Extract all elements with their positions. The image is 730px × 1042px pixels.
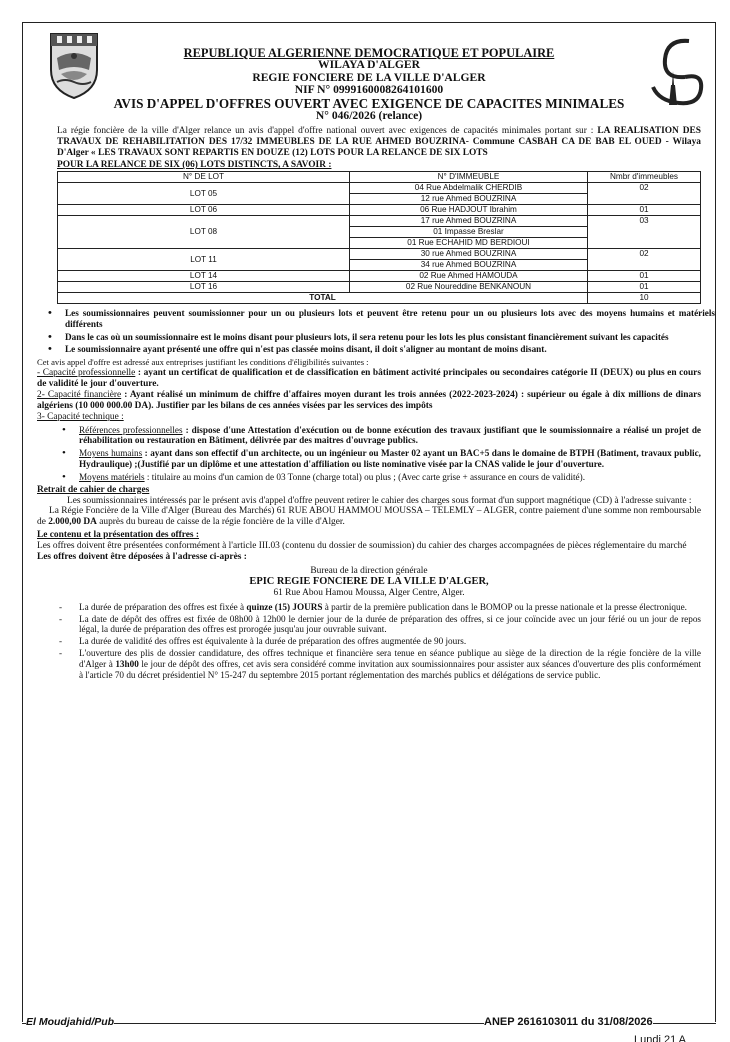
total-value: 10 xyxy=(588,293,701,304)
table-header-row xyxy=(58,172,701,183)
list-item: • Le soumissionnaire ayant présenté une offre qui n'est pas classée moins disant, il doit s'aligner au montant de moins disant. xyxy=(65,344,715,355)
capacity-professional-title: - Capacité professionnelle xyxy=(37,368,136,379)
deposit-address xyxy=(23,566,715,599)
table-row xyxy=(58,282,701,293)
regie-fonciere-logo-icon xyxy=(645,33,709,111)
list-item xyxy=(79,602,701,613)
capacity-financial-text: : Ayant réalisé un minimum de chiffre d'affaires moyen durant les trois années (2022-2023-2024) : supérieur ou égale à dix millions de dinars algériens (10 000 000.00 DA). Justifier par les bilans de ces années visées par les services des impôts xyxy=(37,389,701,411)
count-cell: 03 xyxy=(588,216,701,249)
item-text-end: à partir de la première publication dans le BOMOP ou la presse nationale et la presse électronique. xyxy=(322,601,687,612)
capacity-technical-title: 3- Capacité technique : xyxy=(37,411,124,422)
header-nif: NIF N° 0999160008264101600 xyxy=(294,83,444,97)
lot-cell: LOT 11 xyxy=(58,249,350,271)
notice-page xyxy=(22,22,716,1022)
building-cell: 01 Rue ECHAHID MD BERDIOUI xyxy=(350,238,588,249)
list-item xyxy=(79,448,701,470)
intro-project: LA REALISATION DES TRAVAUX DE REHABILITATION DES 17/32 IMMEUBLES DE LA RUE AHMED BOUZRINA- Commune CASBAH CA DE BAB EL OUED - Wilaya D'Alger « LES TRAVAUX SONT REPARTIS EN DOUZE (12) LOTS POUR LA RELANCE DE SIX LOTS xyxy=(57,126,701,159)
intro-lead: La régie foncière de la ville d'Alger relance un avis d'appel d'offre national ouvert avec exigences de capacités minimales portant sur : xyxy=(57,126,598,137)
lot-cell: LOT 06 xyxy=(58,205,350,216)
count-cell: 02 xyxy=(588,249,701,271)
deadlines-list xyxy=(53,602,701,681)
count-cell: 01 xyxy=(588,205,701,216)
building-cell: 17 rue Ahmed BOUZRINA xyxy=(350,216,588,227)
retrait-cashier: auprès du bureau de caisse de la régie foncière de la ville d'Alger. xyxy=(96,517,345,528)
capacity-professional-text: : ayant un certificat de qualification et de classification en bâtiment activité principales ou secondaires catégorie II (DEUX) ou plus en cours de validité le jour d'ouverture. xyxy=(37,368,701,390)
building-cell: 12 rue Ahmed BOUZRINA xyxy=(350,194,588,205)
footer xyxy=(22,1016,716,1030)
page-date-fragment: Lundi 21 A xyxy=(634,1034,686,1042)
lot-cell: LOT 14 xyxy=(58,271,350,282)
tech-text: : ayant dans son effectif d'un architecte, ou un ingénieur ou Master 02 ayant un BAC+5 dans le domaine de BTPH (Batiment, travaux public, Hydraulique) ;(Justifié par un diplôme et une attestation d'affiliation ou liste nominative visée par la CNAS valide le jour d'ouverture. xyxy=(79,448,701,470)
list-item xyxy=(79,472,701,483)
list-item: • Les soumissionnaires peuvent soumissionner pour un ou plusieurs lots et peuvent être retenu pour un ou plusieurs lots avec des moyens humains et matériels différents xyxy=(65,308,715,330)
lots-subheading: POUR LA RELANCE DE SIX (06) LOTS DISTINCTS, A SAVOIR : xyxy=(57,160,332,171)
item-bold: 13h00 xyxy=(115,658,139,669)
tech-text: : titulaire au moins d'un camion de 03 Tonne (charge total) ou plus ; (Avec carte grise + assurance en cours de validité). xyxy=(144,471,585,482)
notice-title: AVIS D'APPEL D'OFFRES OUVERT AVEC EXIGENCE DE CAPACITES MINIMALES xyxy=(113,95,625,111)
building-cell: 34 rue Ahmed BOUZRINA xyxy=(350,260,588,271)
building-cell: 02 Rue Noureddine BENKANOUN xyxy=(350,282,588,293)
building-cell: 06 Rue HADJOUT Ibrahim xyxy=(350,205,588,216)
contenu-section xyxy=(37,530,701,563)
building-cell: 04 Rue Abdelmalik CHERDIB xyxy=(350,183,588,194)
lot-cell: LOT 05 xyxy=(58,183,350,205)
table-row xyxy=(58,271,701,282)
list-item xyxy=(79,648,701,680)
retrait-p2 xyxy=(37,506,701,528)
total-label: TOTAL xyxy=(58,293,588,304)
table-row xyxy=(58,183,701,194)
lots-table xyxy=(57,171,701,304)
tech-title: Références professionnelles xyxy=(79,424,183,435)
item-text-end: le jour de dépôt des offres, cet avis sera considéré comme invitation aux soumissionnaires pour assister aux séances d'ouverture des plis conformément à l'article 70 du décret présidentiel N° 15-247 du septembre 2015 portant réglementation des marchés publics et délégations de service public. xyxy=(79,658,702,680)
table-row xyxy=(58,216,701,227)
table-total-row xyxy=(58,293,701,304)
tech-title: Moyens humains xyxy=(79,448,143,459)
header-wilaya: WILAYA D'ALGER xyxy=(318,58,420,72)
retrait-address: La Régie Foncière de la Ville d'Alger (Bureau des Marchés) 61 RUE ABOU HAMMOU MOUSSA – TELEMLY – ALGER, contre paiement d'une somme non remboursable de xyxy=(37,506,701,528)
col-lot: N° DE LOT xyxy=(58,172,350,183)
list-item xyxy=(79,614,701,636)
eligibility-intro: Cet avis appel d'offre est adressé aux entreprises justifiant les conditions d'éligibilités suivantes : xyxy=(37,357,369,368)
capacity-professional xyxy=(37,368,701,390)
col-building: N° D'IMMEUBLE xyxy=(350,172,588,183)
building-cell: 01 Impasse Breslar xyxy=(350,227,588,238)
retrait-title: Retrait de cahier de charges xyxy=(37,484,150,495)
table-row xyxy=(58,249,701,260)
contenu-p2: Les offres doivent être déposées à l'adresse ci-après : xyxy=(37,552,247,563)
header-republic: REPUBLIQUE ALGERIENNE DEMOCRATIQUE ET POPULAIRE xyxy=(183,46,555,60)
contenu-title: Le contenu et la présentation des offres : xyxy=(37,530,200,541)
address-line3: 61 Rue Abou Hamou Moussa, Alger Centre, Alger. xyxy=(273,587,465,598)
header-regie: REGIE FONCIERE DE LA VILLE D'ALGER xyxy=(252,70,486,84)
address-line1: Bureau de la direction générale xyxy=(310,566,428,577)
tech-text: : dispose d'une Attestation d'exécution ou de bonne exécution des travaux justifiant que le soumissionnaire a réalisé un projet de réhabilitation ou restauration en Bâtiment, délivrée par des maitres d'ouvrage publics. xyxy=(79,424,702,446)
count-cell: 01 xyxy=(588,271,701,282)
list-item xyxy=(79,636,701,647)
retrait-fee: 2.000,00 DA xyxy=(48,517,97,528)
tech-title: Moyens matériels xyxy=(79,471,145,482)
contenu-p1: Les offres doivent être présentées conformément à l'article III.03 (contenu du dossier de soumission) du cahier des charges accompagnées de pièces réglementaire du marché xyxy=(37,541,687,552)
technical-list xyxy=(37,425,701,483)
count-cell: 02 xyxy=(588,183,701,205)
capacity-financial-title: 2- Capacité financière xyxy=(37,389,122,400)
lot-cell: LOT 08 xyxy=(58,216,350,249)
notice-number: N° 046/2026 (relance) xyxy=(315,109,423,123)
capacity-financial xyxy=(37,390,701,412)
list-item xyxy=(79,425,701,447)
building-cell: 30 rue Ahmed BOUZRINA xyxy=(350,249,588,260)
address-line2: EPIC REGIE FONCIERE DE LA VILLE D'ALGER, xyxy=(249,575,489,587)
conditions-list xyxy=(37,308,715,355)
eligibility-section xyxy=(37,357,701,482)
table-row xyxy=(58,205,701,216)
retrait-section xyxy=(37,485,701,529)
lot-cell: LOT 16 xyxy=(58,282,350,293)
item-text: La date de dépôt des offres est fixée de 08h00 à 12h00 le dernier jour de la durée de préparation des offres, si ce jour coïncide avec un jour férié ou un jour de repos légal, la durée de préparation des offres est prorogée jusqu'au jour ouvrable suivant. xyxy=(79,613,701,635)
item-text: L'ouverture des plis de dossier candidature, des offres technique et financière sera tenue en séance publique au siège de la direction de la régie foncière de la ville d'Alger à xyxy=(79,647,701,669)
anep-reference: ANEP 2616103011 du 31/08/2026 xyxy=(484,1016,653,1028)
list-item: • Dans le cas où un soumissionnaire est le moins disant pour plusieurs lots, il sera retenu pour les lots les plus consistant financièrement suivant les capacités xyxy=(65,332,715,343)
item-text: La durée de préparation des offres est fixée à xyxy=(79,601,247,612)
publication-credit: El Moudjahid/Pub xyxy=(26,1016,115,1028)
retrait-p1: Les soumissionnaires intéressés par le présent avis d'appel d'offre peuvent retirer le cahier des charges sous format d'un support magnétique (CD) à l'adresse suivante : xyxy=(67,495,692,506)
wilaya-emblem-icon xyxy=(43,30,105,100)
count-cell: 01 xyxy=(588,282,701,293)
item-text: La durée de validité des offres est équivalente à la durée de préparation des offres augmentée de 90 jours. xyxy=(79,636,467,647)
item-bold: quinze (15) JOURS xyxy=(246,601,323,612)
building-cell: 02 Rue Ahmed HAMOUDA xyxy=(350,271,588,282)
intro-paragraph xyxy=(57,126,701,159)
col-count: Nmbr d'immeubles xyxy=(588,172,701,183)
